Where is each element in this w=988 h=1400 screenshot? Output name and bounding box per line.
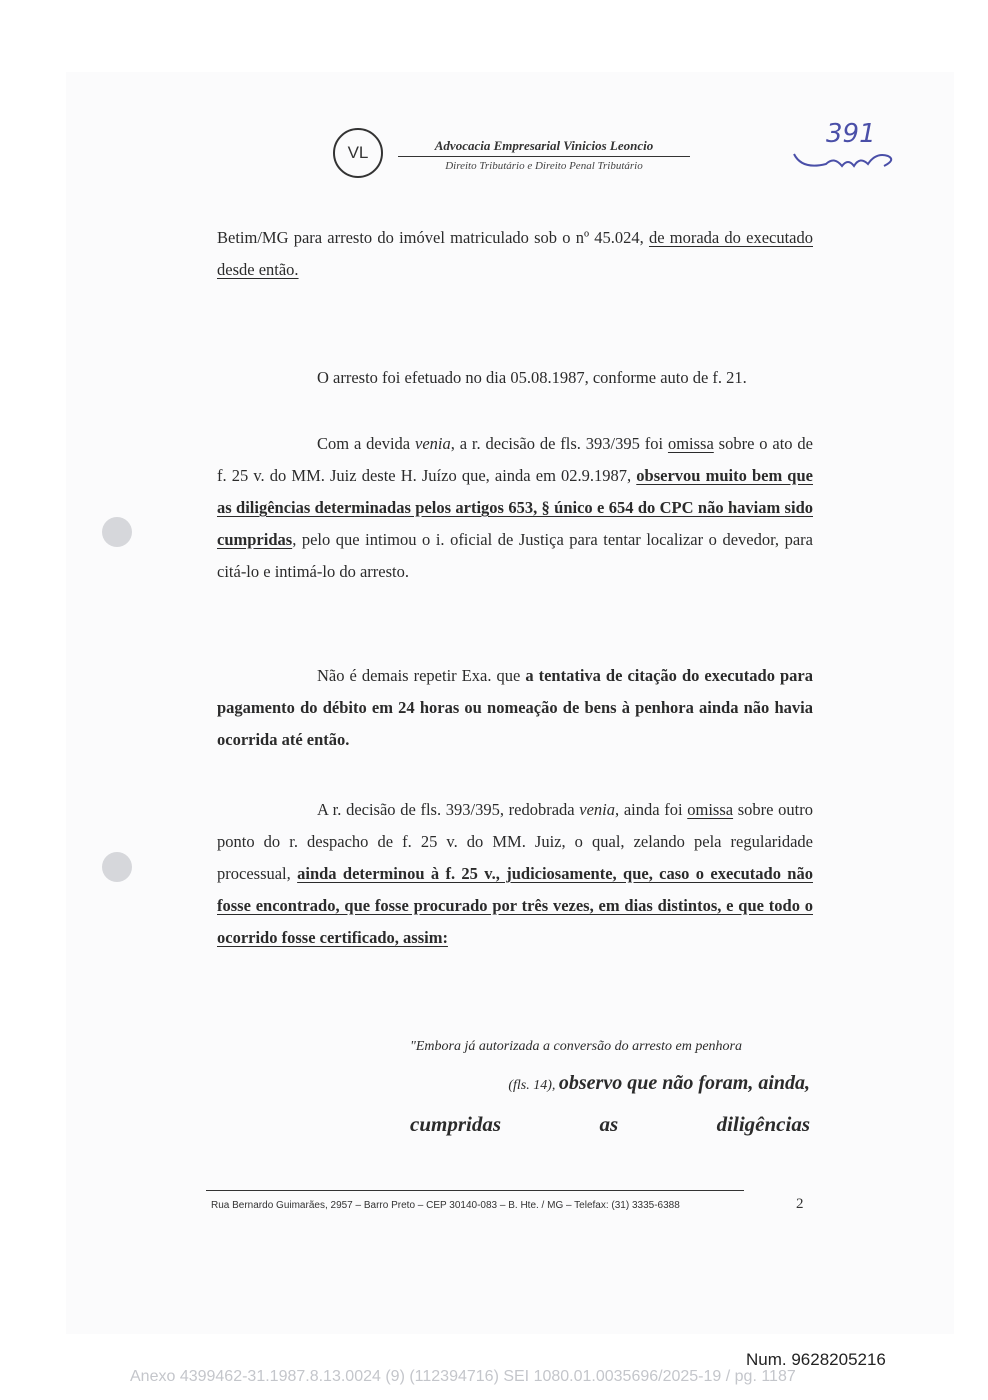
text-segment: venia [415, 434, 451, 453]
footer-divider [206, 1190, 744, 1191]
firm-name: Advocacia Empresarial Vinicios Leoncio [398, 138, 690, 157]
p4-rich: Não é demais repetir Exa. que a tentativa de citação do executado para pagamento do débito em 24 horas ou nomeação de bens à penhora ainda não havia ocorrida até então. [217, 666, 813, 749]
punch-hole-bottom [102, 852, 132, 882]
text-segment: venia [579, 800, 616, 819]
paragraph-1 [217, 222, 813, 286]
paragraph-2 [217, 362, 813, 394]
logo-initials: VL [347, 143, 369, 162]
quote-line-3: cumpridas as diligências [410, 1112, 810, 1136]
p1-rich: Betim/MG para arresto do imóvel matriculado sob o nº 45.024, de morada do executado desde então. [217, 228, 813, 279]
text-segment: a tentativa de citação do executado para pagamento do débito em 24 horas ou nomeação de bens à penhora ainda não havia ocorrida até então. [217, 666, 813, 749]
quote-line-2-plain: (fls. 14), [508, 1078, 559, 1093]
footer-address: Rua Bernardo Guimarães, 2957 – Barro Preto – CEP 30140-083 – B. Hte. / MG – Telefax: (31) 3335-6388 [211, 1200, 680, 1211]
quote-line-1: "Embora já autorizada a conversão do arresto em penhora [410, 1039, 743, 1054]
text-segment: ainda determinou à f. 25 v., judiciosamente, que, caso o executado não fosse encontrado, que fosse procurado por três vezes, em dias distintos, e que todo o ocorrido fosse certificado, assim: [217, 864, 813, 947]
firm-logo [333, 128, 383, 178]
firm-subtitle: Direito Tributário e Direito Penal Tributário [445, 160, 643, 172]
handwritten-folio-number: 391 [826, 119, 876, 149]
quote-line-2-bold: observo que não foram, ainda, [558, 1072, 810, 1094]
paragraph-3 [217, 428, 813, 588]
text-segment: omissa [687, 800, 734, 819]
quote-line-2 [410, 1066, 810, 1103]
text-segment: observou muito bem que as diligências determinadas pelos artigos 653, § único e 654 do CPC não haviam sido cumpridas [217, 466, 813, 549]
p5-rich: A r. decisão de fls. 393/395, redobrada venia, ainda foi omissa sobre outro ponto do r. despacho de f. 25 v. do MM. Juiz, o qual, zelando pela regularidade processual, ainda determinou à f. 25 v., judiciosamente, que, caso o executado não fosse encontrado, que fosse procurado por três vezes, em dias distintos, e que todo o ocorrido fosse certificado, assim: [217, 800, 813, 947]
punch-hole-top [102, 517, 132, 547]
p3-rich: Com a devida venia, a r. decisão de fls. 393/395 foi omissa sobre o ato de f. 25 v. do MM. Juiz deste H. Juízo que, ainda em 02.9.1987, observou muito bem que as diligências determinadas pelos artigos 653, § único e 654 do CPC não haviam sido cumpridas, pelo que intimou o i. oficial de Justiça para tentar localizar o devedor, para citá-lo e intimá-lo do arresto. [217, 434, 813, 581]
paragraph-4 [217, 660, 813, 756]
handwritten-signature [794, 154, 891, 166]
document-number-stamp: Num. 9628205216 [746, 1350, 886, 1369]
p2-rich: O arresto foi efetuado no dia 05.08.1987, conforme auto de f. 21. [317, 368, 747, 387]
handwritten-folio-mark [790, 112, 910, 176]
text-segment: de morada do executado desde então. [217, 228, 813, 279]
page-number: 2 [796, 1196, 804, 1212]
text-segment: omissa [667, 434, 714, 453]
annex-reference: Anexo 4399462-31.1987.8.13.0024 (9) (112394716) SEI 1080.01.0035696/2025-19 / pg. 1187 [130, 1368, 796, 1385]
paragraph-5 [217, 794, 813, 954]
